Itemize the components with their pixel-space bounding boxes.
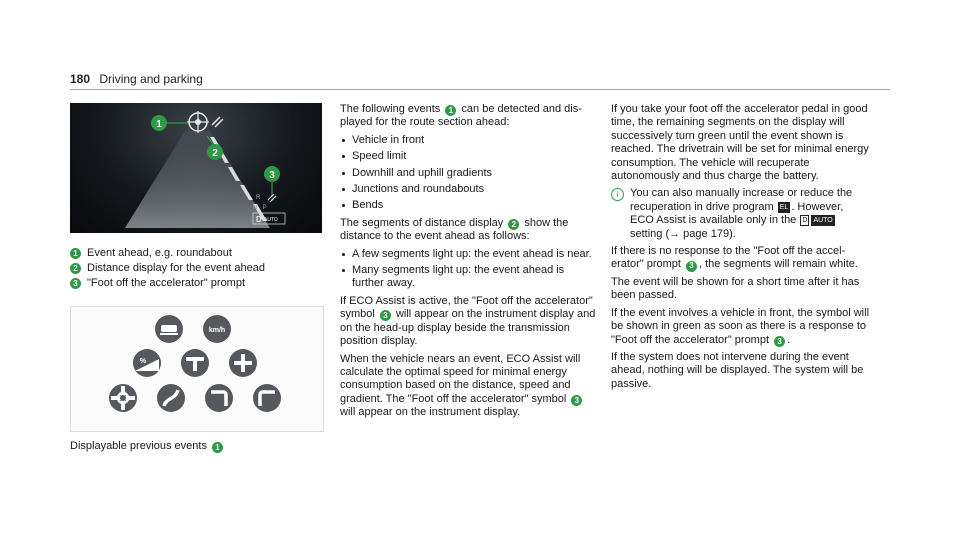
paragraph	[611, 245, 869, 272]
crossroads-icon	[229, 349, 257, 377]
page-number: 180	[70, 72, 91, 86]
text: If there is no response to the "Foot off the accelerator" prompt	[611, 245, 846, 271]
text: If the event involves a vehicle in front, the symbol will be shown in green as soon as there is a response to "Foot off the accelerator" prompt	[611, 306, 870, 346]
text: will appear on the instrument display and on the head-up display beside the transmission position display.	[340, 308, 596, 348]
text: You can also manually increase or reduce the recuperation in drive program	[630, 187, 853, 213]
info-note	[611, 187, 869, 245]
info-icon: i	[611, 188, 624, 201]
legend-badge: 3	[70, 278, 81, 289]
note-text	[630, 187, 869, 241]
events-list	[340, 134, 598, 213]
caption-badge: 1	[212, 442, 223, 453]
svg-text:R: R	[256, 195, 261, 201]
speed-limit-icon	[203, 315, 231, 343]
vehicle-in-front-icon	[155, 315, 183, 343]
auto-icon: AUTO	[813, 217, 833, 225]
paragraph	[340, 353, 598, 420]
left-bend-icon	[253, 384, 281, 412]
legend-item	[70, 261, 330, 276]
svg-text:N · P: N · P	[253, 205, 267, 211]
legend-text: "Foot off the accelerator" prompt	[87, 277, 246, 289]
callout-badge: 3	[571, 395, 582, 406]
svg-text:2: 2	[212, 148, 218, 159]
callout-badge: 3	[380, 310, 391, 321]
roundabout-icon	[187, 111, 209, 133]
right-bend-icon	[205, 384, 233, 412]
section-title: Driving and parking	[99, 72, 203, 86]
paragraph: If the system does not intervene during the event ahead, nothing will be displayed. The system will be passive.	[611, 350, 864, 390]
svg-text:km/h: km/h	[208, 327, 226, 334]
text: The following events	[340, 103, 441, 115]
text: can be detected and displayed for the route section ahead:	[340, 103, 582, 129]
legend-text: Event ahead, e.g. roundabout	[87, 247, 232, 259]
legend-badge: 1	[70, 248, 81, 259]
road-surface	[125, 131, 270, 228]
paragraph	[340, 217, 598, 244]
paragraph	[340, 103, 598, 130]
svg-text:AUTO: AUTO	[264, 217, 278, 223]
text: When the vehicle nears an event, ECO Assist will calculate the optimal speed for minimal energy consumption based on the distance, speed and gradient. The "Foot off the accelerator" symbol	[340, 352, 581, 405]
callout-badge: 1	[445, 105, 456, 116]
text-column-middle	[340, 103, 598, 424]
list-item: Downhill and uphill gradients	[340, 167, 598, 180]
text: If ECO Assist is active, the "Foot off the accelerator" symbol	[340, 294, 593, 321]
text: , the segments will remain white.	[699, 258, 858, 271]
list-item: A few segments light up: the event ahead is near.	[340, 248, 598, 261]
d-icon: D	[802, 217, 808, 225]
figure1-legend	[70, 246, 330, 291]
svg-text:1: 1	[156, 119, 162, 130]
header-divider	[70, 89, 890, 90]
instrument-display-svg	[70, 103, 322, 233]
foot-off-accelerator-icon	[268, 194, 276, 202]
text: will appear on the instrument display.	[340, 406, 521, 419]
list-item: Junctions and roundabouts	[340, 183, 598, 196]
callout-badge: 3	[686, 261, 697, 272]
paragraph	[611, 307, 869, 347]
text: setting (→ page 179).	[630, 227, 736, 240]
svg-text:D: D	[256, 215, 262, 224]
figure2-caption	[70, 440, 225, 453]
paragraph: If you take your foot off the accelerator pedal in good time, the remaining segments on the display will successively turn green until the event shown is reached. The drivetrain will be set for minimal energy consumption. The vehicle will recuperate autonomously and thus charge the battery.	[611, 103, 869, 183]
list-item: Vehicle in front	[340, 134, 598, 147]
text: .	[787, 333, 791, 346]
page-header	[70, 72, 890, 86]
callout-badge: 2	[508, 219, 519, 230]
svg-text:3: 3	[269, 170, 275, 181]
list-item: Bends	[340, 199, 598, 212]
caption-text: Displayable previous events	[70, 440, 207, 452]
legend-text: Distance display for the event ahead	[87, 262, 265, 274]
callout-badge: 3	[774, 336, 785, 347]
text-column-right	[611, 103, 869, 395]
legend-item	[70, 276, 330, 291]
paragraph: The event will be shown for a short time after it has been passed.	[611, 275, 860, 302]
text: . However, ECO Assist is available only in the	[630, 200, 844, 227]
displayable-events-illustration	[70, 306, 324, 432]
paragraph	[340, 295, 598, 349]
instrument-display-illustration	[70, 103, 322, 233]
s-bend-icon	[157, 384, 185, 412]
t-junction-icon	[181, 349, 209, 377]
legend-item	[70, 246, 330, 261]
events-icons-svg	[71, 307, 323, 431]
legend-badge: 2	[70, 263, 81, 274]
svg-text:%: %	[139, 358, 147, 365]
list-item: Speed limit	[340, 150, 598, 163]
segments-list	[340, 248, 598, 291]
text: The segments of distance display	[340, 216, 504, 229]
foot-off-accelerator-icon-top	[212, 117, 223, 127]
text: show the distance to the event ahead as follows:	[340, 216, 569, 243]
drive-program-el-icon: EL	[779, 203, 789, 211]
gradient-icon	[133, 349, 161, 377]
roundabout-icon	[109, 384, 137, 412]
list-item: Many segments light up: the event ahead is further away.	[340, 264, 598, 291]
